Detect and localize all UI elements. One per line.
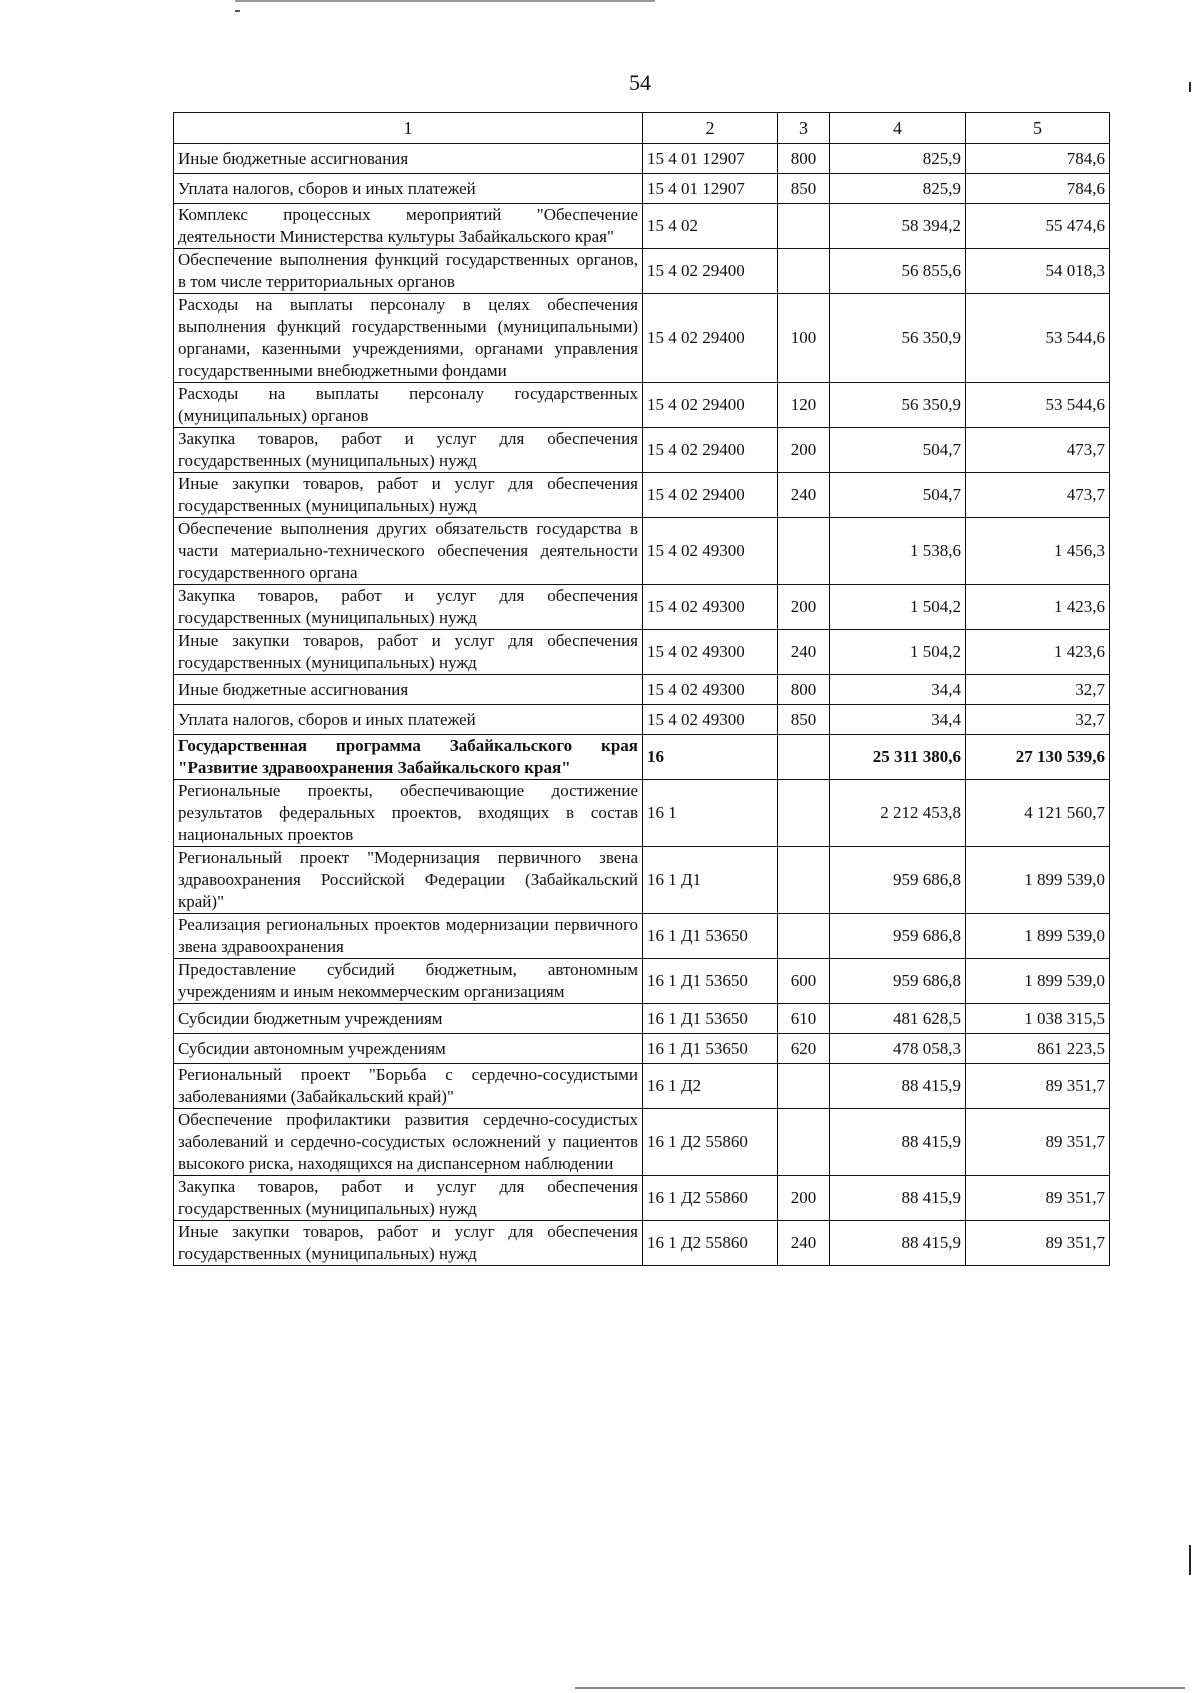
row-name: Уплата налогов, сборов и иных платежей	[174, 705, 643, 735]
row-code: 15 4 01 12907	[643, 174, 778, 204]
table-header	[174, 113, 1110, 144]
row-expense-type: 240	[778, 473, 830, 518]
table-row	[174, 383, 1110, 428]
row-name: Иные закупки товаров, работ и услуг для обеспечения государственных (муниципальных) нужд	[174, 1221, 643, 1266]
row-code: 15 4 02 49300	[643, 705, 778, 735]
row-code: 15 4 02 29400	[643, 428, 778, 473]
row-code: 16	[643, 735, 778, 780]
row-name: Субсидии автономным учреждениям	[174, 1034, 643, 1064]
row-value-2: 473,7	[966, 473, 1110, 518]
row-value-2: 1 038 315,5	[966, 1004, 1110, 1034]
column-header-name: 1	[174, 113, 643, 144]
row-value-1: 56 350,9	[830, 294, 966, 383]
row-expense-type	[778, 914, 830, 959]
row-name: Обеспечение профилактики развития сердечно-сосудистых заболеваний и сердечно-сосудистых осложнений у пациентов высокого риска, находящихся на диспансерном наблюдении	[174, 1109, 643, 1176]
row-expense-type: 620	[778, 1034, 830, 1064]
row-name: Реализация региональных проектов модернизации первичного звена здравоохранения	[174, 914, 643, 959]
row-expense-type: 200	[778, 585, 830, 630]
row-expense-type	[778, 735, 830, 780]
table-row	[174, 174, 1110, 204]
row-value-2: 1 899 539,0	[966, 959, 1110, 1004]
row-name: Иные закупки товаров, работ и услуг для обеспечения государственных (муниципальных) нужд	[174, 630, 643, 675]
row-value-1: 25 311 380,6	[830, 735, 966, 780]
row-name: Государственная программа Забайкальского края "Развитие здравоохранения Забайкальского края"	[174, 735, 643, 780]
scan-edge-mark	[1189, 1545, 1191, 1575]
row-expense-type	[778, 780, 830, 847]
row-value-2: 53 544,6	[966, 294, 1110, 383]
row-value-1: 504,7	[830, 473, 966, 518]
row-value-1: 34,4	[830, 675, 966, 705]
row-value-2: 27 130 539,6	[966, 735, 1110, 780]
row-value-1: 1 504,2	[830, 630, 966, 675]
row-code: 15 4 02 49300	[643, 675, 778, 705]
row-expense-type	[778, 1109, 830, 1176]
row-name: Уплата налогов, сборов и иных платежей	[174, 174, 643, 204]
row-value-1: 825,9	[830, 174, 966, 204]
table-row	[174, 249, 1110, 294]
column-header-value-1: 4	[830, 113, 966, 144]
table-row	[174, 473, 1110, 518]
row-code: 16 1 Д2 55860	[643, 1109, 778, 1176]
row-value-2: 32,7	[966, 705, 1110, 735]
table-row	[174, 1034, 1110, 1064]
table-row	[174, 914, 1110, 959]
row-expense-type	[778, 249, 830, 294]
row-code: 15 4 02 29400	[643, 294, 778, 383]
row-expense-type: 240	[778, 630, 830, 675]
row-name: Расходы на выплаты персоналу в целях обеспечения выполнения функций государственными (муниципальными) органами, казенными учреждениями, органами управления государственными внебюджетными фондами	[174, 294, 643, 383]
table-row	[174, 428, 1110, 473]
row-expense-type: 200	[778, 428, 830, 473]
row-code: 15 4 01 12907	[643, 144, 778, 174]
row-code: 15 4 02	[643, 204, 778, 249]
table-row	[174, 780, 1110, 847]
row-name: Региональные проекты, обеспечивающие достижение результатов федеральных проектов, входящих в состав национальных проектов	[174, 780, 643, 847]
row-value-1: 56 855,6	[830, 249, 966, 294]
row-value-1: 58 394,2	[830, 204, 966, 249]
row-expense-type: 600	[778, 959, 830, 1004]
row-value-2: 784,6	[966, 174, 1110, 204]
row-value-2: 473,7	[966, 428, 1110, 473]
row-value-1: 88 415,9	[830, 1109, 966, 1176]
table-row	[174, 144, 1110, 174]
row-name: Комплекс процессных мероприятий "Обеспечение деятельности Министерства культуры Забайкальского края"	[174, 204, 643, 249]
table-row	[174, 518, 1110, 585]
row-expense-type: 850	[778, 705, 830, 735]
table-row	[174, 294, 1110, 383]
row-expense-type	[778, 204, 830, 249]
row-value-1: 1 538,6	[830, 518, 966, 585]
budget-table	[173, 112, 1110, 1266]
row-name: Закупка товаров, работ и услуг для обеспечения государственных (муниципальных) нужд	[174, 585, 643, 630]
row-code: 15 4 02 49300	[643, 518, 778, 585]
row-expense-type: 610	[778, 1004, 830, 1034]
row-value-2: 1 423,6	[966, 585, 1110, 630]
table-row	[174, 705, 1110, 735]
row-name: Иные бюджетные ассигнования	[174, 144, 643, 174]
row-value-2: 1 456,3	[966, 518, 1110, 585]
header-row	[174, 113, 1110, 144]
row-value-2: 55 474,6	[966, 204, 1110, 249]
row-value-1: 88 415,9	[830, 1221, 966, 1266]
table-row	[174, 1064, 1110, 1109]
table-row	[174, 585, 1110, 630]
row-value-1: 825,9	[830, 144, 966, 174]
table-row	[174, 630, 1110, 675]
row-expense-type: 800	[778, 675, 830, 705]
table-row	[174, 204, 1110, 249]
row-name: Закупка товаров, работ и услуг для обеспечения государственных (муниципальных) нужд	[174, 428, 643, 473]
row-value-2: 89 351,7	[966, 1221, 1110, 1266]
scan-bottom-rule	[575, 1687, 1185, 1689]
row-name: Расходы на выплаты персоналу государственных (муниципальных) органов	[174, 383, 643, 428]
row-value-2: 32,7	[966, 675, 1110, 705]
row-value-2: 53 544,6	[966, 383, 1110, 428]
table-row	[174, 1221, 1110, 1266]
row-value-2: 89 351,7	[966, 1064, 1110, 1109]
row-expense-type: 200	[778, 1176, 830, 1221]
row-code: 16 1 Д1 53650	[643, 1004, 778, 1034]
row-value-1: 959 686,8	[830, 847, 966, 914]
column-header-vr: 3	[778, 113, 830, 144]
row-code: 15 4 02 29400	[643, 383, 778, 428]
row-value-1: 88 415,9	[830, 1176, 966, 1221]
row-expense-type	[778, 518, 830, 585]
row-expense-type	[778, 847, 830, 914]
row-value-2: 89 351,7	[966, 1176, 1110, 1221]
row-expense-type: 240	[778, 1221, 830, 1266]
table-row	[174, 1004, 1110, 1034]
row-code: 16 1 Д1 53650	[643, 1034, 778, 1064]
row-expense-type	[778, 1064, 830, 1109]
row-name: Закупка товаров, работ и услуг для обеспечения государственных (муниципальных) нужд	[174, 1176, 643, 1221]
table-row	[174, 675, 1110, 705]
row-name: Иные бюджетные ассигнования	[174, 675, 643, 705]
table-row	[174, 847, 1110, 914]
row-name: Субсидии бюджетным учреждениям	[174, 1004, 643, 1034]
row-value-2: 4 121 560,7	[966, 780, 1110, 847]
row-value-1: 478 058,3	[830, 1034, 966, 1064]
row-value-1: 481 628,5	[830, 1004, 966, 1034]
row-name: Региональный проект "Борьба с сердечно-сосудистыми заболеваниями (Забайкальский край)"	[174, 1064, 643, 1109]
row-code: 16 1 Д2 55860	[643, 1221, 778, 1266]
row-value-2: 89 351,7	[966, 1109, 1110, 1176]
row-code: 16 1 Д1 53650	[643, 914, 778, 959]
row-expense-type: 800	[778, 144, 830, 174]
row-value-2: 1 899 539,0	[966, 914, 1110, 959]
row-value-1: 34,4	[830, 705, 966, 735]
row-value-1: 504,7	[830, 428, 966, 473]
row-value-2: 784,6	[966, 144, 1110, 174]
row-expense-type: 100	[778, 294, 830, 383]
table-row-program	[174, 735, 1110, 780]
row-name: Региональный проект "Модернизация первичного звена здравоохранения Российской Федерации (Забайкальский край)"	[174, 847, 643, 914]
row-value-1: 959 686,8	[830, 959, 966, 1004]
scan-mark	[235, 10, 240, 12]
row-value-1: 2 212 453,8	[830, 780, 966, 847]
row-value-1: 959 686,8	[830, 914, 966, 959]
row-name: Предоставление субсидий бюджетным, автономным учреждениям и иным некоммерческим организациям	[174, 959, 643, 1004]
row-code: 16 1 Д2	[643, 1064, 778, 1109]
row-value-1: 88 415,9	[830, 1064, 966, 1109]
row-value-2: 54 018,3	[966, 249, 1110, 294]
row-code: 15 4 02 29400	[643, 473, 778, 518]
row-value-2: 861 223,5	[966, 1034, 1110, 1064]
row-name: Обеспечение выполнения функций государственных органов, в том числе территориальных органов	[174, 249, 643, 294]
row-name: Иные закупки товаров, работ и услуг для обеспечения государственных (муниципальных) нужд	[174, 473, 643, 518]
scan-edge-mark	[1189, 82, 1191, 92]
row-code: 16 1 Д1	[643, 847, 778, 914]
row-expense-type: 850	[778, 174, 830, 204]
row-code: 16 1	[643, 780, 778, 847]
column-header-code: 2	[643, 113, 778, 144]
table-row	[174, 1176, 1110, 1221]
row-code: 15 4 02 49300	[643, 630, 778, 675]
row-value-1: 56 350,9	[830, 383, 966, 428]
scan-top-rule	[235, 0, 655, 2]
row-code: 16 1 Д2 55860	[643, 1176, 778, 1221]
row-code: 15 4 02 29400	[643, 249, 778, 294]
row-value-1: 1 504,2	[830, 585, 966, 630]
row-value-2: 1 899 539,0	[966, 847, 1110, 914]
table-row	[174, 959, 1110, 1004]
column-header-value-2: 5	[966, 113, 1110, 144]
row-name: Обеспечение выполнения других обязательств государства в части материально-технического обеспечения деятельности государственного органа	[174, 518, 643, 585]
row-code: 16 1 Д1 53650	[643, 959, 778, 1004]
table-row	[174, 1109, 1110, 1176]
page-number: 54	[629, 70, 651, 95]
table-body	[174, 144, 1110, 1266]
row-expense-type: 120	[778, 383, 830, 428]
row-code: 15 4 02 49300	[643, 585, 778, 630]
row-value-2: 1 423,6	[966, 630, 1110, 675]
